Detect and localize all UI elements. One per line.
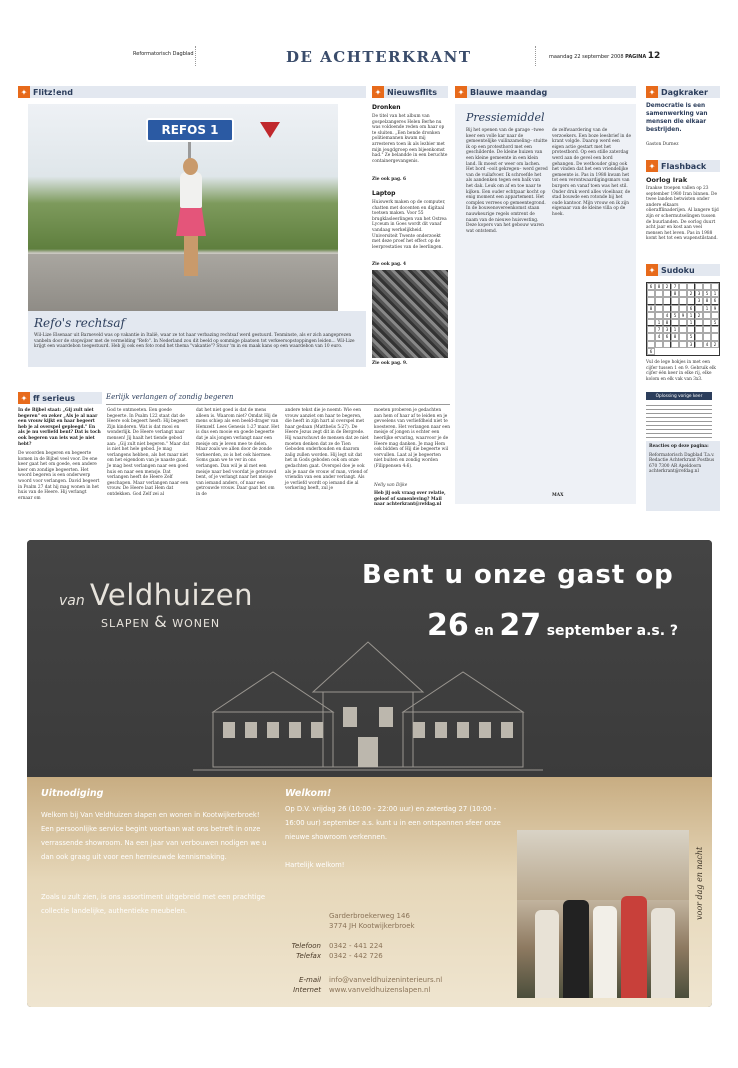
- section-header-serieus: [18, 392, 102, 404]
- road-sign: REFOS 1: [146, 118, 234, 142]
- sudoku-cell: 5: [687, 333, 695, 340]
- sudoku-cell: [655, 341, 663, 348]
- web-label: Internet: [293, 986, 321, 994]
- news-ref: Zie ook pag. 4: [372, 262, 406, 267]
- sudoku-cell: 4: [663, 312, 671, 319]
- sudoku-cell: [655, 297, 663, 304]
- sudoku-cell: [647, 326, 655, 333]
- sudoku-cell: [679, 283, 687, 290]
- email-label: E-mail: [299, 976, 321, 984]
- sudoku-cell: 8: [655, 283, 663, 290]
- sudoku-cell: 8: [663, 319, 671, 326]
- sudoku-cell: 1: [687, 312, 695, 319]
- sudoku-cell: 8: [671, 333, 679, 340]
- section-header-flashback: [646, 160, 720, 172]
- article-headline: Eerlijk verlangen of zondig begeren: [106, 393, 234, 401]
- sudoku-cell: 2: [695, 312, 703, 319]
- sudoku-cell: 1: [711, 290, 719, 297]
- page-title: DE ACHTERKRANT: [286, 48, 472, 66]
- sudoku-cell: [695, 283, 703, 290]
- fax-value: 0342 - 442 726: [329, 952, 383, 960]
- date: maandag 22 september 2008: [549, 54, 624, 60]
- sudoku-cell: [695, 333, 703, 340]
- serieus-icon: ✦: [18, 392, 30, 404]
- date-1: 26: [427, 608, 469, 643]
- newspaper-name: Reformatorisch Dagblad: [133, 51, 194, 57]
- building-facade: [517, 830, 689, 900]
- fax-label: Telefax: [296, 952, 321, 960]
- ad-headline: Bent u onze gast op: [362, 560, 674, 590]
- section-label: Flashback: [661, 161, 707, 171]
- page-label: PAGINA: [625, 54, 647, 60]
- sudoku-cell: [703, 333, 711, 340]
- email-value[interactable]: info@vanveldhuizeninterieurs.nl: [329, 976, 443, 984]
- sudoku-cell: 3: [663, 326, 671, 333]
- sudoku-cell: [687, 297, 695, 304]
- article-intro: In de Bijbel staat: „Gij zult niet begeren" en zeker „Als je al naar een vrouw kijkt en haar begeert heb je al overspel gepleegd." En als je nu verliefd bent? Dat is toch ook begeren van iets wat je niet hebt?: [18, 408, 101, 447]
- person-head: [183, 158, 198, 175]
- flashback-text: Iraakse troepen vallen op 23 september 1980 Iran binnen. De twee landen betwisten onder andere elkaars olierafflinaderijen. Al langere tijd zijn er schermutselingen tussen de buurlanden. De oorlog duurt acht jaar en kost aan veel mensen het leven. Pas in 1988 komt het tot een wapenstilstand.: [646, 186, 719, 242]
- date-tail: september a.s. ?: [546, 623, 679, 639]
- sudoku-cell: 3: [695, 297, 703, 304]
- ad-dates: [427, 608, 678, 643]
- nieuwsflits-icon: ✦: [372, 86, 384, 98]
- section-header-sudoku: [646, 264, 720, 276]
- solution-grid: [646, 402, 712, 438]
- sudoku-grid: [646, 282, 720, 356]
- person: [563, 900, 589, 998]
- news-photo: [372, 270, 448, 358]
- divider: [535, 46, 536, 66]
- article-column: De woorden begeren en begeerte komen in de Bijbel veel voor. De ene keer gaat het om goede, een andere keer om zondige begeerten. Het woord begeren is een onderwerp woord voor verlangen. David begeert in Psalm 27 dat hij mag wonen in het huis van de Heere. Hij verlangt ernaar om: [18, 451, 100, 501]
- caption-title: Refo's rechtsaf: [34, 316, 125, 330]
- sudoku-cell: [663, 290, 671, 297]
- tel-value: 0342 - 441 224: [329, 942, 383, 950]
- sudoku-cell: 1: [703, 305, 711, 312]
- flashback-icon: ✦: [646, 160, 658, 172]
- sudoku-cell: 6: [647, 283, 655, 290]
- address-street: Garderbroekerweg 146: [329, 912, 410, 920]
- sudoku-cell: 8: [703, 297, 711, 304]
- sudoku-cell: [655, 312, 663, 319]
- welcome-sign: Hartelijk welkom!: [285, 861, 345, 869]
- sudoku-cell: 1: [655, 319, 663, 326]
- sudoku-instructions: Vul de lege hokjes in met een cijfer tussen 1 en 9. Gebruik elk cijfer één keer in elke rij, elke kolom en elk vak van 3x3.: [646, 360, 716, 382]
- sudoku-cell: 9: [711, 305, 719, 312]
- sudoku-cell: [679, 326, 687, 333]
- sudoku-cell: 2: [687, 290, 695, 297]
- sudoku-icon: ✦: [646, 264, 658, 276]
- flashback-title: Oorlog Irak: [646, 176, 688, 184]
- article-column: moeten proberen je gedachten aan hem of haar af te leiden en je gevoelens van verliefdheid niet te koesteren. Het verlangen naar een meisje of jongen is echter een heerlijke ervaring, waarvoor je de Heere mag danken. Je mag Hem ook bidden of Hij die begeerte wil vervullen. Laat al je begeerten niet buiten en zondig worden (Filippensen 4:6).: [374, 408, 451, 469]
- sudoku-cell: 6: [711, 297, 719, 304]
- sudoku-cell: 7: [671, 283, 679, 290]
- dagkraker-icon: ✦: [646, 86, 658, 98]
- sudoku-cell: 4: [655, 333, 663, 340]
- invite-text-2: Zoals u zult zien, is ons assortiment uitgebreid met een prachtige collectie landelijke, authentieke meubelen.: [41, 893, 266, 915]
- news-ref: Zie ook pag. 9.: [372, 361, 408, 366]
- holiday-photo: [28, 104, 338, 311]
- sudoku-cell: [671, 319, 679, 326]
- divider: [195, 46, 196, 66]
- logo-tagline-2: WONEN: [172, 617, 221, 630]
- welcome-title: Welkom!: [285, 788, 332, 799]
- section-header-nieuwsflits: [372, 86, 448, 98]
- sudoku-cell: [695, 326, 703, 333]
- article-author: Nelly van Dijke: [374, 483, 408, 488]
- section-label: Sudoku: [661, 265, 695, 275]
- contact-box: [646, 441, 720, 511]
- sudoku-cell: [663, 341, 671, 348]
- person: [535, 910, 559, 998]
- sudoku-cell: 9: [679, 312, 687, 319]
- column-text: Bij het openen van de garage –twee keer een volle kar naar de gemeentelijke vuilinzameling– stuitte ik op een protesthord met een geschilderde. De kleine huizen van een kleine gemeente in een klein land. Ik moest er weer om lachen. Het bord –ooit gekregen– werd gered van de vuilafvoer. Ik schroefde het als aandenken tegen een balk van het dak. Leuk om af en toe naar te kijken. Een ouder echtpaar kocht op enig moment een appartement. Het complex verrees op gemeentegrond. In de bouwenovereenkomst staan nauwkeurige regels omtrent de naam van de nieuwe huisvesting. Deze kopers van het gebouw waren wat ontstemd.: [466, 128, 548, 234]
- sudoku-cell: [663, 297, 671, 304]
- news-text: Huiswerk maken op de computer, chatten met docenten en digitaal toetsen maken. Voor 55 brugklasleerlingen van het Ostrea Lyceum in Goes wordt dit vanaf vandaag werkelijkheid. Universiteit Twente onderzoekt met deze proef het effect op de leerprestaties van de leerlingen.: [372, 200, 447, 250]
- sudoku-cell: [647, 290, 655, 297]
- person: [593, 906, 617, 998]
- sudoku-cell: 3: [695, 290, 703, 297]
- staff-photo: [517, 830, 689, 998]
- sudoku-cell: 8: [671, 290, 679, 297]
- sudoku-cell: 5: [671, 312, 679, 319]
- blauwe-maandag-icon: ✦: [455, 86, 467, 98]
- news-ref: Zie ook pag. 6: [372, 177, 406, 182]
- article-column: God te ontmoeten. Een goede begeerte. In Psalm 122 staat dat de Heere ook begeert heeft: Hij begeert Zijn kinderen. Wat is dat mooi en wonderlijk. De Heere verlangt naar mensen! Jij haalt het tiende gebod aan: „Gij zult niet begeren." Maar dat is niet het hele gebod. Je mag verlangens hebben, als het maar niet om het eigendom van je naaste gaat. Je mag best verlangen naar een goed huis en naar een mensje. Dat verlangen heeft de Heere Zelf geschapen. Maar verlangen naar een vrouw. De Heere laat Hem dat ontdekken. God Zelf zei al: [107, 408, 190, 497]
- contact-title: Reacties op deze pagina:: [649, 444, 709, 449]
- sudoku-cell: [655, 305, 663, 312]
- news-title: Dronken: [372, 104, 401, 111]
- sudoku-cell: [679, 297, 687, 304]
- sudoku-cell: [711, 312, 719, 319]
- section-label: Dagkraker: [661, 87, 708, 97]
- section-label: ff serieus: [33, 393, 76, 403]
- sudoku-cell: [647, 297, 655, 304]
- sudoku-cell: [647, 341, 655, 348]
- sudoku-cell: [655, 290, 663, 297]
- road: [28, 254, 338, 311]
- sudoku-cell: [687, 283, 695, 290]
- brand-logo: [59, 578, 253, 631]
- sudoku-cell: 5: [703, 290, 711, 297]
- logo-tagline: [101, 612, 253, 631]
- sudoku-cell: 6: [687, 305, 695, 312]
- invite-title: Uitnodiging: [41, 788, 104, 799]
- page-number: 12: [647, 51, 661, 61]
- person-skirt: [176, 206, 206, 236]
- quote-author: Gaston Durnez: [646, 142, 679, 147]
- section-header-blauwe-maandag: [455, 86, 636, 98]
- divider: [106, 404, 450, 405]
- invite-text: Welkom bij Van Veldhuizen slapen en wonen in Kootwijkerbroek! Een persoonlijke service begint voortaan wat ons betreft in onze verrassende showroom. Na een jaar van verbouwen nodigen we u dan ook graag uit voor een hernieuwde kennismaking.: [41, 811, 267, 861]
- sudoku-cell: [647, 333, 655, 340]
- date-line: [549, 51, 660, 61]
- caption-text: Wil-Lize Elsenaar uit Barneveld was op vakantie in Italië, waar ze tot haar verbazing rechtsaf werd gestuurd. Tenminste, als er zich aangeprezen vanbeln door de stopwijzer met de vermelding "Refo". In Nederland zou dit beeld op sommige plaatsen tot verkeersopstoppingen leiden... Wil-Lize krijgt een waardebon toegestuurd. Heb jij ook een foto rond het thema "vakantie"? Stuur 'm in en maak kans op een waardebon van 10 euro.: [34, 333, 355, 350]
- sudoku-cell: [679, 290, 687, 297]
- tel-label: Telefoon: [291, 942, 321, 950]
- section-label: Blauwe maandag: [470, 87, 548, 97]
- article-footer: Heb jij ook vraag over relatie, geloof of samenleving? Mail naar achterkrant@refdag.nl: [374, 491, 446, 508]
- sudoku-cell: 1: [671, 326, 679, 333]
- flitzend-icon: ✦: [18, 86, 30, 98]
- logo-van: van: [59, 593, 85, 609]
- address-city: 3774 JH Kootwijkerbroek: [329, 922, 415, 930]
- person: [621, 896, 647, 998]
- section-header-flitzend: [18, 86, 366, 98]
- contact-text: Reformatorisch Dagblad T.a.v. Redactie Achterkrant Postbus 670 7300 AR Apeldoorn achterkrant@refdag.nl: [649, 452, 715, 475]
- logo-tagline-1: SLAPEN: [101, 617, 150, 630]
- advertisement: [27, 540, 712, 1007]
- sudoku-cell: [695, 319, 703, 326]
- sudoku-cell: 7: [655, 326, 663, 333]
- sudoku-cell: [711, 283, 719, 290]
- sudoku-cell: 2: [663, 283, 671, 290]
- welcome-text: Op D.V. vrijdag 26 (10:00 - 22:00 uur) en zaterdag 27 (10:00 - 16:00 uur) september a.s. kunt u in een ontspannen sfeer onze nieuwe showroom verkennen.: [285, 805, 501, 841]
- web-value[interactable]: www.vanveldhuizenslapen.nl: [329, 986, 431, 994]
- sudoku-cell: [679, 333, 687, 340]
- sudoku-cell: 1: [687, 319, 695, 326]
- sudoku-cell: [703, 283, 711, 290]
- person-legs: [184, 236, 198, 276]
- sudoku-cell: 4: [703, 341, 711, 348]
- column-signature: MAX: [552, 493, 564, 498]
- sudoku-cell: [703, 312, 711, 319]
- news-text: De titel van het album van gospelzangeres Helen Berhe nu was voldoende reden om haar op te sluiten. „Een bende dronken politiemannen kwam mij arresteren toen ik als lezbier met mijn jeugdgroep een bijeenkomst had." Ze belandde in een beruchte containergevangenis.: [372, 114, 448, 164]
- sudoku-cell: [703, 319, 711, 326]
- sudoku-cell: [671, 297, 679, 304]
- section-label: Flitz!end: [33, 87, 73, 97]
- section-label: Nieuwsflits: [387, 87, 437, 97]
- sudoku-cell: [679, 305, 687, 312]
- column-title: Pressiemiddel: [466, 111, 545, 124]
- person-top: [180, 172, 202, 208]
- sudoku-cell: 3: [687, 341, 695, 348]
- column-text: de zelfwaardering van de verzoekers. Een boze leesbrief in de krant volgde. Daarop werd een eigen actie gestart met het protestbord. Op een stille zaterdag werd aan de gevel een bord gehangen. De wethouder ging ook het vinden dat het een vriendelijke gemeente is. Pas in 1988 kwam het tot een verontwaardigingsmars van burgers en vanaf toen was het stil. Onder druk werd alles vloeibaar, de stad bouwde een rotonde bij het oude kantoor. Mijn vrouw en ik zijn eigenaar van de kleine villa op de hoek.: [552, 128, 632, 217]
- article-column: dat het niet goed is dat de mens alleen is. Waarom niet? Omdat Hij de mens schiep als een beeld-drager van Hemzelf. Lees Genesis 1:27 maar. Het is dus een mooie en goede begeerte dat je als jongen verlangt naar een meisje om je leven mee te delen. Maar zoals we allen door de zonde verkeerden, zo is het ook hiermee. Soms gaan we te ver in ons verlangen. Dan wil je al met een meisje naar bed voordat je getrouwd bent, of je verlangt naar het meisje van iemand anders, of naar een getrouwde vrouw. Daar gaat het om in de: [196, 408, 280, 497]
- ad-slogan: voor dag en nacht: [695, 846, 704, 920]
- yield-sign: [260, 122, 280, 138]
- sudoku-cell: [687, 326, 695, 333]
- article-column: andere tekst die je noemt: Wie een vrouw aanziet om haar te begeren, die heeft in zijn hart al overspel met haar gedaan (Mattheüs 5:27). De Heere Jezus zegt dit in de Bergrede. Hij waarschuwt de mensen dat ze niet moeten denken dat ze de Tien Geboden onderhouden en daarom zalig zullen worden. Hij legt uit dat het in Gods geboden ook om onze gedachten gaat. Overspel doe je ook als je naar de vrouw of man, vriend of vriendin van een ander verlangt. Als je verliefd wordt op iemand die al verkering heeft, zul je: [285, 408, 369, 492]
- sudoku-cell: [671, 341, 679, 348]
- sudoku-cell: [695, 305, 703, 312]
- sudoku-cell: 6: [647, 348, 655, 355]
- quote: Democratie is een samenwerking van mensen die elkaar bestrijden.: [646, 103, 708, 133]
- logo-name: Veldhuizen: [89, 578, 253, 612]
- section-header-dagkraker: [646, 86, 720, 98]
- sudoku-cell: [703, 326, 711, 333]
- sudoku-cell: 8: [647, 305, 655, 312]
- date-2: 27: [499, 608, 542, 643]
- person: [651, 908, 675, 998]
- sudoku-cell: [711, 333, 719, 340]
- sudoku-cell: [663, 305, 671, 312]
- date-en: en: [474, 623, 494, 639]
- sudoku-cell: [711, 326, 719, 333]
- sudoku-cell: [679, 341, 687, 348]
- logo-ampersand: &: [154, 612, 168, 631]
- sudoku-cell: 2: [711, 341, 719, 348]
- sudoku-cell: 5: [711, 319, 719, 326]
- sudoku-cell: [671, 305, 679, 312]
- solution-label: Oplossing vorige keer: [646, 392, 712, 400]
- sudoku-cell: [647, 312, 655, 319]
- sudoku-cell: 6: [663, 333, 671, 340]
- sudoku-cell: [679, 319, 687, 326]
- sudoku-cell: [647, 319, 655, 326]
- news-title: Laptop: [372, 190, 396, 197]
- sudoku-cell: [695, 341, 703, 348]
